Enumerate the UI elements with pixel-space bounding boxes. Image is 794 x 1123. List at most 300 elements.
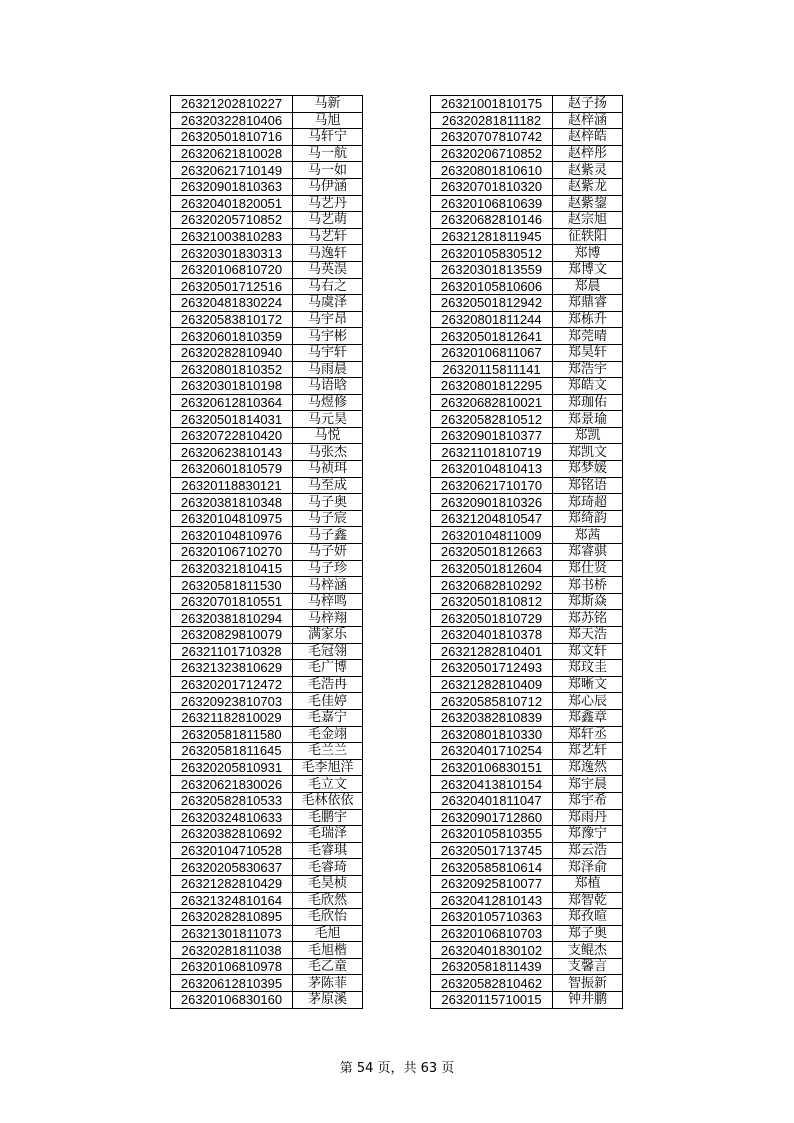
candidate-id-cell: 26320682810146 <box>431 212 553 229</box>
candidate-name-cell: 支鲲杰 <box>553 942 623 959</box>
table-row <box>431 96 623 113</box>
candidate-name-cell: 支馨言 <box>553 958 623 975</box>
candidate-id-cell: 26320401710254 <box>431 743 553 760</box>
table-row <box>171 245 363 262</box>
table-row <box>171 643 363 660</box>
candidate-name-cell: 马伊涵 <box>293 178 363 195</box>
candidate-name-cell: 征轶阳 <box>553 228 623 245</box>
candidate-name-cell: 赵紫灵 <box>553 162 623 179</box>
table-row <box>171 394 363 411</box>
table-row <box>171 610 363 627</box>
table-row <box>171 344 363 361</box>
table-row <box>171 527 363 544</box>
candidate-name-cell: 马英淏 <box>293 261 363 278</box>
candidate-id-cell: 26320801811244 <box>431 311 553 328</box>
table-row <box>171 909 363 926</box>
candidate-name-cell: 郑莞晴 <box>553 328 623 345</box>
candidate-id-cell: 26320583810172 <box>171 311 293 328</box>
candidate-id-cell: 26320801812295 <box>431 378 553 395</box>
table-row <box>431 726 623 743</box>
candidate-name-cell: 毛欣然 <box>293 892 363 909</box>
candidate-id-cell: 26321003810283 <box>171 228 293 245</box>
candidate-id-cell: 26320501814031 <box>171 411 293 428</box>
candidate-id-cell: 26321324810164 <box>171 892 293 909</box>
table-row <box>171 776 363 793</box>
table-row <box>431 444 623 461</box>
table-row <box>171 361 363 378</box>
candidate-name-cell: 郑玟圭 <box>553 660 623 677</box>
table-row <box>171 958 363 975</box>
table-row <box>431 228 623 245</box>
candidate-name-cell: 郑宇希 <box>553 792 623 809</box>
table-row <box>171 145 363 162</box>
candidate-id-cell: 26320612810395 <box>171 975 293 992</box>
candidate-id-cell: 26321301811073 <box>171 925 293 942</box>
candidate-name-cell: 郑景瑜 <box>553 411 623 428</box>
candidate-id-cell: 26320621710170 <box>431 477 553 494</box>
candidate-name-cell: 郑梦媛 <box>553 461 623 478</box>
candidate-id-cell: 26320901810363 <box>171 178 293 195</box>
candidate-id-cell: 26320105810606 <box>431 278 553 295</box>
table-row <box>431 958 623 975</box>
table-row <box>171 892 363 909</box>
candidate-id-cell: 26320104810413 <box>431 461 553 478</box>
candidate-name-cell: 郑泽俞 <box>553 859 623 876</box>
table-row <box>431 544 623 561</box>
candidate-name-cell: 郑鼎睿 <box>553 295 623 312</box>
candidate-name-cell: 毛昊桢 <box>293 875 363 892</box>
table-row <box>171 212 363 229</box>
candidate-id-cell: 26320581811439 <box>431 958 553 975</box>
candidate-name-cell: 毛佳婷 <box>293 693 363 710</box>
candidate-id-cell: 26320282810940 <box>171 344 293 361</box>
candidate-id-cell: 26320105710363 <box>431 909 553 926</box>
table-row <box>431 527 623 544</box>
candidate-id-cell: 26320205710852 <box>171 212 293 229</box>
table-row <box>171 328 363 345</box>
candidate-name-cell: 茅原溪 <box>293 992 363 1009</box>
table-row <box>171 112 363 129</box>
candidate-id-cell: 26320623810143 <box>171 444 293 461</box>
candidate-id-cell: 26320106811067 <box>431 344 553 361</box>
candidate-id-cell: 26320701810320 <box>431 178 553 195</box>
candidate-name-cell: 马虞泽 <box>293 295 363 312</box>
table-row <box>171 295 363 312</box>
table-row <box>431 693 623 710</box>
candidate-name-cell: 毛鹏宇 <box>293 809 363 826</box>
table-row <box>431 328 623 345</box>
candidate-id-cell: 26320104810975 <box>171 510 293 527</box>
candidate-name-cell: 毛浩冉 <box>293 676 363 693</box>
candidate-id-cell: 26320925810077 <box>431 875 553 892</box>
table-row <box>431 295 623 312</box>
table-row <box>171 826 363 843</box>
candidate-id-cell: 26320106810703 <box>431 925 553 942</box>
table-row <box>431 577 623 594</box>
candidate-id-cell: 26321282810401 <box>431 643 553 660</box>
candidate-id-cell: 26320581811530 <box>171 577 293 594</box>
candidate-name-cell: 郑博 <box>553 245 623 262</box>
candidate-name-cell: 马语晗 <box>293 378 363 395</box>
table-row <box>431 792 623 809</box>
candidate-id-cell: 26320722810420 <box>171 427 293 444</box>
candidate-name-cell: 茅陈菲 <box>293 975 363 992</box>
candidate-name-cell: 马梓涵 <box>293 577 363 594</box>
candidate-name-cell: 郑博文 <box>553 261 623 278</box>
candidate-name-cell: 郑凯 <box>553 427 623 444</box>
candidate-name-cell: 毛睿琦 <box>293 859 363 876</box>
candidate-name-cell: 马梓鸣 <box>293 593 363 610</box>
candidate-id-cell: 26320104811009 <box>431 527 553 544</box>
candidate-id-cell: 26320621810028 <box>171 145 293 162</box>
candidate-id-cell: 26320801810352 <box>171 361 293 378</box>
table-row <box>431 261 623 278</box>
table-row <box>431 461 623 478</box>
candidate-name-cell: 郑珈佑 <box>553 394 623 411</box>
candidate-id-cell: 26320501712493 <box>431 660 553 677</box>
candidate-name-cell: 毛嘉宁 <box>293 709 363 726</box>
table-row <box>431 278 623 295</box>
candidate-name-cell: 毛兰兰 <box>293 743 363 760</box>
candidate-name-cell: 郑凯文 <box>553 444 623 461</box>
table-row <box>171 743 363 760</box>
table-row <box>171 693 363 710</box>
candidate-id-cell: 26320501810716 <box>171 129 293 146</box>
candidate-name-cell: 毛广博 <box>293 660 363 677</box>
candidate-id-cell: 26320115710015 <box>431 992 553 1009</box>
candidate-name-cell: 马煜修 <box>293 394 363 411</box>
candidate-id-cell: 26320106810978 <box>171 958 293 975</box>
table-row <box>171 593 363 610</box>
candidate-id-cell: 26320322810406 <box>171 112 293 129</box>
candidate-id-cell: 26320104810976 <box>171 527 293 544</box>
candidate-id-cell: 26320205830637 <box>171 859 293 876</box>
candidate-id-cell: 26321323810629 <box>171 660 293 677</box>
candidate-name-cell: 郑苏铭 <box>553 610 623 627</box>
table-row <box>431 378 623 395</box>
table-row <box>171 577 363 594</box>
table-row <box>171 228 363 245</box>
table-row <box>171 627 363 644</box>
candidate-id-cell: 26320401830102 <box>431 942 553 959</box>
candidate-id-cell: 26321281811945 <box>431 228 553 245</box>
table-row <box>171 544 363 561</box>
candidate-id-cell: 26320621710149 <box>171 162 293 179</box>
candidate-name-cell: 郑皓文 <box>553 378 623 395</box>
table-row <box>431 427 623 444</box>
table-row <box>171 925 363 942</box>
candidate-id-cell: 26321282810409 <box>431 676 553 693</box>
candidate-id-cell: 26320601810359 <box>171 328 293 345</box>
candidate-name-cell: 毛李旭洋 <box>293 759 363 776</box>
candidate-id-cell: 26321101810719 <box>431 444 553 461</box>
candidate-id-cell: 26320118830121 <box>171 477 293 494</box>
candidate-name-cell: 郑睿骐 <box>553 544 623 561</box>
candidate-name-cell: 郑天浩 <box>553 627 623 644</box>
table-row <box>171 510 363 527</box>
candidate-id-cell: 26320282810895 <box>171 909 293 926</box>
candidate-name-cell: 郑艺轩 <box>553 743 623 760</box>
candidate-name-cell: 郑书桥 <box>553 577 623 594</box>
candidate-name-cell: 钟井鹏 <box>553 992 623 1009</box>
candidate-id-cell: 26320281811182 <box>431 112 553 129</box>
table-row <box>431 942 623 959</box>
candidate-name-cell: 马宇轩 <box>293 344 363 361</box>
candidate-name-cell: 毛睿琪 <box>293 842 363 859</box>
table-row <box>171 875 363 892</box>
table-row <box>431 925 623 942</box>
table-row <box>171 859 363 876</box>
candidate-name-cell: 马元昊 <box>293 411 363 428</box>
candidate-id-cell: 26320582810462 <box>431 975 553 992</box>
candidate-name-cell: 毛冠翎 <box>293 643 363 660</box>
candidate-id-cell: 26321001810175 <box>431 96 553 113</box>
table-row <box>431 709 623 726</box>
candidate-name-cell: 马至成 <box>293 477 363 494</box>
candidate-id-cell: 26320106830151 <box>431 759 553 776</box>
candidate-name-cell: 郑茜 <box>553 527 623 544</box>
table-row <box>431 112 623 129</box>
candidate-name-cell: 郑昊轩 <box>553 344 623 361</box>
candidate-name-cell: 智振新 <box>553 975 623 992</box>
candidate-name-cell: 马宇昂 <box>293 311 363 328</box>
table-row <box>431 195 623 212</box>
candidate-id-cell: 26320585810614 <box>431 859 553 876</box>
candidate-name-cell: 马雨晨 <box>293 361 363 378</box>
candidate-name-cell: 郑豫宁 <box>553 826 623 843</box>
candidate-id-cell: 26320106810720 <box>171 261 293 278</box>
table-row <box>431 510 623 527</box>
table-row <box>171 676 363 693</box>
candidate-name-cell: 赵紫鋆 <box>553 195 623 212</box>
candidate-name-cell: 马张杰 <box>293 444 363 461</box>
candidate-id-cell: 26320281811038 <box>171 942 293 959</box>
table-row <box>431 909 623 926</box>
candidate-name-cell: 赵梓涵 <box>553 112 623 129</box>
candidate-name-cell: 马子珍 <box>293 560 363 577</box>
table-row <box>431 593 623 610</box>
table-row <box>431 992 623 1009</box>
table-row <box>171 660 363 677</box>
roster-table-left <box>170 95 363 1009</box>
table-row <box>431 975 623 992</box>
candidate-id-cell: 26320381810294 <box>171 610 293 627</box>
candidate-id-cell: 26320701810551 <box>171 593 293 610</box>
candidate-name-cell: 郑晰文 <box>553 676 623 693</box>
candidate-name-cell: 马子妍 <box>293 544 363 561</box>
candidate-name-cell: 马子宸 <box>293 510 363 527</box>
candidate-id-cell: 26320105810355 <box>431 826 553 843</box>
table-row <box>431 743 623 760</box>
candidate-id-cell: 26320115811141 <box>431 361 553 378</box>
candidate-id-cell: 26320501812942 <box>431 295 553 312</box>
table-row <box>171 444 363 461</box>
table-row <box>171 992 363 1009</box>
table-row <box>431 212 623 229</box>
table-row <box>431 560 623 577</box>
candidate-name-cell: 马子鑫 <box>293 527 363 544</box>
candidate-name-cell: 郑浩宇 <box>553 361 623 378</box>
table-row <box>431 842 623 859</box>
table-row <box>431 892 623 909</box>
candidate-id-cell: 26320829810079 <box>171 627 293 644</box>
candidate-id-cell: 26320923810703 <box>171 693 293 710</box>
candidate-name-cell: 郑绮韵 <box>553 510 623 527</box>
candidate-id-cell: 26320106810639 <box>431 195 553 212</box>
table-row <box>431 660 623 677</box>
candidate-id-cell: 26320501712516 <box>171 278 293 295</box>
candidate-id-cell: 26320682810021 <box>431 394 553 411</box>
candidate-name-cell: 赵梓皓 <box>553 129 623 146</box>
table-row <box>171 162 363 179</box>
candidate-id-cell: 26320501810812 <box>431 593 553 610</box>
table-row <box>431 361 623 378</box>
candidate-name-cell: 郑宇晨 <box>553 776 623 793</box>
candidate-id-cell: 26320501812663 <box>431 544 553 561</box>
candidate-id-cell: 26320205810931 <box>171 759 293 776</box>
candidate-name-cell: 郑斯焱 <box>553 593 623 610</box>
roster-table-right <box>430 95 623 1009</box>
candidate-name-cell: 马一航 <box>293 145 363 162</box>
candidate-id-cell: 26320582810512 <box>431 411 553 428</box>
candidate-name-cell: 毛林依依 <box>293 792 363 809</box>
candidate-name-cell: 郑栋升 <box>553 311 623 328</box>
table-row <box>171 129 363 146</box>
candidate-name-cell: 马右之 <box>293 278 363 295</box>
candidate-id-cell: 26320582810533 <box>171 792 293 809</box>
candidate-name-cell: 郑云浩 <box>553 842 623 859</box>
candidate-id-cell: 26320206710852 <box>431 145 553 162</box>
table-row <box>431 826 623 843</box>
candidate-id-cell: 26321202810227 <box>171 96 293 113</box>
candidate-id-cell: 26320106710270 <box>171 544 293 561</box>
table-row <box>171 942 363 959</box>
table-row <box>171 792 363 809</box>
table-row <box>171 560 363 577</box>
candidate-name-cell: 毛乙童 <box>293 958 363 975</box>
candidate-id-cell: 26320707810742 <box>431 129 553 146</box>
candidate-name-cell: 马新 <box>293 96 363 113</box>
candidate-id-cell: 26320901712860 <box>431 809 553 826</box>
candidate-name-cell: 马逸轩 <box>293 245 363 262</box>
table-row <box>431 245 623 262</box>
candidate-name-cell: 马宇彬 <box>293 328 363 345</box>
page-number-footer: 第 54 页，共 63 页 <box>339 1061 455 1076</box>
candidate-name-cell: 毛欣怡 <box>293 909 363 926</box>
candidate-name-cell: 马子奥 <box>293 494 363 511</box>
candidate-name-cell: 郑孜暄 <box>553 909 623 926</box>
table-row <box>431 627 623 644</box>
candidate-id-cell: 26320501810729 <box>431 610 553 627</box>
candidate-id-cell: 26321182810029 <box>171 709 293 726</box>
table-row <box>171 842 363 859</box>
table-row <box>171 261 363 278</box>
candidate-id-cell: 26320682810292 <box>431 577 553 594</box>
candidate-id-cell: 26320801810330 <box>431 726 553 743</box>
candidate-name-cell: 郑子奥 <box>553 925 623 942</box>
table-row <box>431 394 623 411</box>
candidate-id-cell: 26320612810364 <box>171 394 293 411</box>
candidate-id-cell: 26320301830313 <box>171 245 293 262</box>
candidate-name-cell: 毛立文 <box>293 776 363 793</box>
table-row <box>431 178 623 195</box>
candidate-name-cell: 赵子扬 <box>553 96 623 113</box>
candidate-id-cell: 26320321810415 <box>171 560 293 577</box>
candidate-id-cell: 26320201712472 <box>171 676 293 693</box>
candidate-id-cell: 26320382810839 <box>431 709 553 726</box>
candidate-id-cell: 26320413810154 <box>431 776 553 793</box>
table-row <box>171 311 363 328</box>
candidate-name-cell: 郑晨 <box>553 278 623 295</box>
candidate-id-cell: 26320501713745 <box>431 842 553 859</box>
candidate-id-cell: 26320105830512 <box>431 245 553 262</box>
table-row <box>431 162 623 179</box>
candidate-name-cell: 马梓翔 <box>293 610 363 627</box>
candidate-id-cell: 26320412810143 <box>431 892 553 909</box>
candidate-id-cell: 26320481830224 <box>171 295 293 312</box>
candidate-id-cell: 26320106830160 <box>171 992 293 1009</box>
candidate-id-cell: 26321101710328 <box>171 643 293 660</box>
candidate-name-cell: 马旭 <box>293 112 363 129</box>
candidate-name-cell: 郑文轩 <box>553 643 623 660</box>
roster-table-right-body <box>431 96 623 1009</box>
candidate-id-cell: 26320801810610 <box>431 162 553 179</box>
candidate-name-cell: 郑雨丹 <box>553 809 623 826</box>
candidate-id-cell: 26320301810198 <box>171 378 293 395</box>
table-row <box>431 759 623 776</box>
candidate-name-cell: 赵宗旭 <box>553 212 623 229</box>
table-row <box>171 726 363 743</box>
table-row <box>431 311 623 328</box>
table-row <box>431 610 623 627</box>
candidate-name-cell: 马艺轩 <box>293 228 363 245</box>
candidate-id-cell: 26321282810429 <box>171 875 293 892</box>
candidate-name-cell: 毛瑞泽 <box>293 826 363 843</box>
candidate-id-cell: 26320382810692 <box>171 826 293 843</box>
candidate-id-cell: 26320501812604 <box>431 560 553 577</box>
candidate-name-cell: 毛旭 <box>293 925 363 942</box>
table-row <box>431 776 623 793</box>
candidate-name-cell: 郑植 <box>553 875 623 892</box>
candidate-name-cell: 毛旭楷 <box>293 942 363 959</box>
table-row <box>431 145 623 162</box>
candidate-name-cell: 郑仕贤 <box>553 560 623 577</box>
candidate-name-cell: 赵紫龙 <box>553 178 623 195</box>
table-row <box>171 427 363 444</box>
candidate-name-cell: 郑逸然 <box>553 759 623 776</box>
roster-table-left-body <box>171 96 363 1009</box>
table-row <box>431 859 623 876</box>
table-row <box>171 461 363 478</box>
table-row <box>171 975 363 992</box>
candidate-id-cell: 26320901810326 <box>431 494 553 511</box>
candidate-id-cell: 26320901810377 <box>431 427 553 444</box>
table-row <box>431 477 623 494</box>
candidate-name-cell: 郑心辰 <box>553 693 623 710</box>
candidate-name-cell: 郑铭语 <box>553 477 623 494</box>
table-row <box>171 477 363 494</box>
candidate-id-cell: 26320581811580 <box>171 726 293 743</box>
table-row <box>171 96 363 113</box>
candidate-id-cell: 26320501812641 <box>431 328 553 345</box>
candidate-name-cell: 马轩宁 <box>293 129 363 146</box>
table-row <box>171 195 363 212</box>
candidate-name-cell: 郑鑫章 <box>553 709 623 726</box>
candidate-id-cell: 26320401820051 <box>171 195 293 212</box>
candidate-id-cell: 26320621830026 <box>171 776 293 793</box>
table-row <box>171 178 363 195</box>
candidate-name-cell: 郑轩丞 <box>553 726 623 743</box>
